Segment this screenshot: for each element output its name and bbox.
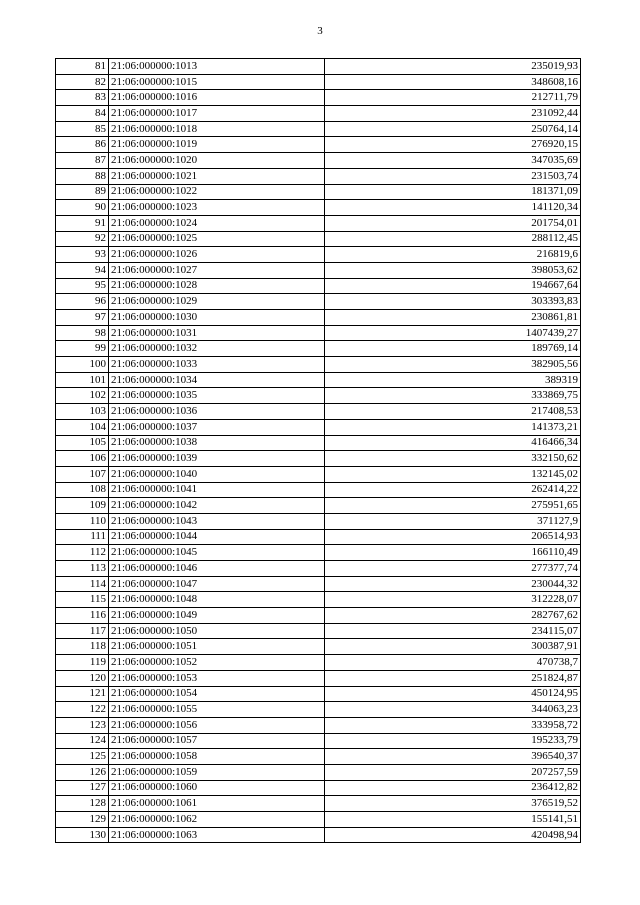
cadastral-number-cell: 21:06:000000:1049 bbox=[109, 608, 325, 624]
row-number-cell: 119 bbox=[56, 655, 109, 671]
table-row bbox=[56, 247, 581, 263]
table-body bbox=[56, 59, 581, 843]
cadastral-number-cell: 21:06:000000:1034 bbox=[109, 372, 325, 388]
table-row bbox=[56, 357, 581, 373]
cadastral-number-cell: 21:06:000000:1045 bbox=[109, 545, 325, 561]
value-cell: 282767,62 bbox=[325, 608, 581, 624]
table-row bbox=[56, 121, 581, 137]
table-row bbox=[56, 231, 581, 247]
value-cell: 276920,15 bbox=[325, 137, 581, 153]
table-row bbox=[56, 310, 581, 326]
table-row bbox=[56, 670, 581, 686]
cadastral-number-cell: 21:06:000000:1015 bbox=[109, 74, 325, 90]
cadastral-number-cell: 21:06:000000:1026 bbox=[109, 247, 325, 263]
table-row bbox=[56, 608, 581, 624]
row-number-cell: 90 bbox=[56, 200, 109, 216]
row-number-cell: 89 bbox=[56, 184, 109, 200]
cadastral-number-cell: 21:06:000000:1039 bbox=[109, 451, 325, 467]
row-number-cell: 91 bbox=[56, 215, 109, 231]
row-number-cell: 105 bbox=[56, 435, 109, 451]
table-row bbox=[56, 215, 581, 231]
table-row bbox=[56, 168, 581, 184]
value-cell: 275951,65 bbox=[325, 498, 581, 514]
table-row bbox=[56, 137, 581, 153]
value-cell: 371127,9 bbox=[325, 513, 581, 529]
value-cell: 303393,83 bbox=[325, 294, 581, 310]
table-row bbox=[56, 686, 581, 702]
value-cell: 212711,79 bbox=[325, 90, 581, 106]
row-number-cell: 110 bbox=[56, 513, 109, 529]
row-number-cell: 114 bbox=[56, 576, 109, 592]
value-cell: 348608,16 bbox=[325, 74, 581, 90]
value-cell: 420498,94 bbox=[325, 827, 581, 843]
table-row bbox=[56, 498, 581, 514]
cadastral-number-cell: 21:06:000000:1054 bbox=[109, 686, 325, 702]
table-row bbox=[56, 262, 581, 278]
value-cell: 277377,74 bbox=[325, 561, 581, 577]
row-number-cell: 121 bbox=[56, 686, 109, 702]
cadastral-number-cell: 21:06:000000:1033 bbox=[109, 357, 325, 373]
cadastral-number-cell: 21:06:000000:1055 bbox=[109, 702, 325, 718]
value-cell: 216819,6 bbox=[325, 247, 581, 263]
value-cell: 207257,59 bbox=[325, 764, 581, 780]
cadastral-number-cell: 21:06:000000:1013 bbox=[109, 59, 325, 75]
row-number-cell: 81 bbox=[56, 59, 109, 75]
row-number-cell: 127 bbox=[56, 780, 109, 796]
cadastral-number-cell: 21:06:000000:1022 bbox=[109, 184, 325, 200]
table-row bbox=[56, 749, 581, 765]
value-cell: 396540,37 bbox=[325, 749, 581, 765]
value-cell: 217408,53 bbox=[325, 404, 581, 420]
row-number-cell: 102 bbox=[56, 388, 109, 404]
cadastral-number-cell: 21:06:000000:1024 bbox=[109, 215, 325, 231]
table-row bbox=[56, 545, 581, 561]
cadastral-number-cell: 21:06:000000:1016 bbox=[109, 90, 325, 106]
row-number-cell: 86 bbox=[56, 137, 109, 153]
value-cell: 206514,93 bbox=[325, 529, 581, 545]
table-row bbox=[56, 733, 581, 749]
table-row bbox=[56, 435, 581, 451]
table-row bbox=[56, 780, 581, 796]
cadastral-number-cell: 21:06:000000:1023 bbox=[109, 200, 325, 216]
cadastral-number-cell: 21:06:000000:1046 bbox=[109, 561, 325, 577]
table-row bbox=[56, 74, 581, 90]
value-cell: 288112,45 bbox=[325, 231, 581, 247]
row-number-cell: 97 bbox=[56, 310, 109, 326]
table-row bbox=[56, 639, 581, 655]
value-cell: 250764,14 bbox=[325, 121, 581, 137]
value-cell: 262414,22 bbox=[325, 482, 581, 498]
cadastral-number-cell: 21:06:000000:1048 bbox=[109, 592, 325, 608]
table-row bbox=[56, 827, 581, 843]
value-cell: 231503,74 bbox=[325, 168, 581, 184]
row-number-cell: 85 bbox=[56, 121, 109, 137]
value-cell: 201754,01 bbox=[325, 215, 581, 231]
cadastral-number-cell: 21:06:000000:1029 bbox=[109, 294, 325, 310]
cadastral-number-cell: 21:06:000000:1019 bbox=[109, 137, 325, 153]
cadastral-number-cell: 21:06:000000:1051 bbox=[109, 639, 325, 655]
row-number-cell: 111 bbox=[56, 529, 109, 545]
cadastral-number-cell: 21:06:000000:1025 bbox=[109, 231, 325, 247]
row-number-cell: 104 bbox=[56, 419, 109, 435]
value-cell: 230044,32 bbox=[325, 576, 581, 592]
table-row bbox=[56, 153, 581, 169]
row-number-cell: 130 bbox=[56, 827, 109, 843]
cadastral-number-cell: 21:06:000000:1027 bbox=[109, 262, 325, 278]
value-cell: 333869,75 bbox=[325, 388, 581, 404]
cadastral-number-cell: 21:06:000000:1056 bbox=[109, 717, 325, 733]
value-cell: 398053,62 bbox=[325, 262, 581, 278]
row-number-cell: 124 bbox=[56, 733, 109, 749]
value-cell: 312228,07 bbox=[325, 592, 581, 608]
row-number-cell: 101 bbox=[56, 372, 109, 388]
table-row bbox=[56, 325, 581, 341]
value-cell: 230861,81 bbox=[325, 310, 581, 326]
cadastral-number-cell: 21:06:000000:1030 bbox=[109, 310, 325, 326]
cadastral-number-cell: 21:06:000000:1053 bbox=[109, 670, 325, 686]
value-cell: 181371,09 bbox=[325, 184, 581, 200]
row-number-cell: 117 bbox=[56, 623, 109, 639]
table-row bbox=[56, 529, 581, 545]
table-row bbox=[56, 419, 581, 435]
table-row bbox=[56, 513, 581, 529]
row-number-cell: 99 bbox=[56, 341, 109, 357]
value-cell: 416466,34 bbox=[325, 435, 581, 451]
cadastral-table bbox=[55, 58, 581, 843]
row-number-cell: 122 bbox=[56, 702, 109, 718]
cadastral-number-cell: 21:06:000000:1061 bbox=[109, 796, 325, 812]
row-number-cell: 123 bbox=[56, 717, 109, 733]
row-number-cell: 129 bbox=[56, 812, 109, 828]
value-cell: 344063,23 bbox=[325, 702, 581, 718]
row-number-cell: 92 bbox=[56, 231, 109, 247]
row-number-cell: 88 bbox=[56, 168, 109, 184]
table-row bbox=[56, 717, 581, 733]
table-row bbox=[56, 451, 581, 467]
cadastral-number-cell: 21:06:000000:1050 bbox=[109, 623, 325, 639]
row-number-cell: 107 bbox=[56, 466, 109, 482]
value-cell: 234115,07 bbox=[325, 623, 581, 639]
cadastral-number-cell: 21:06:000000:1060 bbox=[109, 780, 325, 796]
value-cell: 389319 bbox=[325, 372, 581, 388]
table-row bbox=[56, 561, 581, 577]
value-cell: 195233,79 bbox=[325, 733, 581, 749]
table-row bbox=[56, 372, 581, 388]
cadastral-number-cell: 21:06:000000:1041 bbox=[109, 482, 325, 498]
cadastral-number-cell: 21:06:000000:1044 bbox=[109, 529, 325, 545]
cadastral-number-cell: 21:06:000000:1062 bbox=[109, 812, 325, 828]
value-cell: 347035,69 bbox=[325, 153, 581, 169]
value-cell: 132145,02 bbox=[325, 466, 581, 482]
row-number-cell: 83 bbox=[56, 90, 109, 106]
cadastral-number-cell: 21:06:000000:1040 bbox=[109, 466, 325, 482]
value-cell: 382905,56 bbox=[325, 357, 581, 373]
row-number-cell: 108 bbox=[56, 482, 109, 498]
page-number: 3 bbox=[317, 25, 323, 37]
table-row bbox=[56, 623, 581, 639]
value-cell: 1407439,27 bbox=[325, 325, 581, 341]
value-cell: 300387,91 bbox=[325, 639, 581, 655]
row-number-cell: 87 bbox=[56, 153, 109, 169]
table-row bbox=[56, 106, 581, 122]
cadastral-number-cell: 21:06:000000:1021 bbox=[109, 168, 325, 184]
cadastral-number-cell: 21:06:000000:1031 bbox=[109, 325, 325, 341]
cadastral-number-cell: 21:06:000000:1047 bbox=[109, 576, 325, 592]
cadastral-number-cell: 21:06:000000:1018 bbox=[109, 121, 325, 137]
row-number-cell: 98 bbox=[56, 325, 109, 341]
table-row bbox=[56, 764, 581, 780]
cadastral-number-cell: 21:06:000000:1032 bbox=[109, 341, 325, 357]
row-number-cell: 128 bbox=[56, 796, 109, 812]
value-cell: 141373,21 bbox=[325, 419, 581, 435]
row-number-cell: 103 bbox=[56, 404, 109, 420]
table-row bbox=[56, 576, 581, 592]
value-cell: 251824,87 bbox=[325, 670, 581, 686]
cadastral-number-cell: 21:06:000000:1035 bbox=[109, 388, 325, 404]
value-cell: 332150,62 bbox=[325, 451, 581, 467]
table-row bbox=[56, 388, 581, 404]
table-row bbox=[56, 812, 581, 828]
table-row bbox=[56, 466, 581, 482]
cadastral-number-cell: 21:06:000000:1028 bbox=[109, 278, 325, 294]
value-cell: 450124,95 bbox=[325, 686, 581, 702]
row-number-cell: 84 bbox=[56, 106, 109, 122]
table-row bbox=[56, 404, 581, 420]
table-row bbox=[56, 90, 581, 106]
table-row bbox=[56, 655, 581, 671]
cadastral-number-cell: 21:06:000000:1043 bbox=[109, 513, 325, 529]
value-cell: 141120,34 bbox=[325, 200, 581, 216]
row-number-cell: 112 bbox=[56, 545, 109, 561]
row-number-cell: 115 bbox=[56, 592, 109, 608]
table-row bbox=[56, 592, 581, 608]
row-number-cell: 120 bbox=[56, 670, 109, 686]
cadastral-number-cell: 21:06:000000:1036 bbox=[109, 404, 325, 420]
table-row bbox=[56, 59, 581, 75]
cadastral-number-cell: 21:06:000000:1042 bbox=[109, 498, 325, 514]
table-row bbox=[56, 294, 581, 310]
table-row bbox=[56, 278, 581, 294]
table-row bbox=[56, 702, 581, 718]
table-row bbox=[56, 200, 581, 216]
value-cell: 166110,49 bbox=[325, 545, 581, 561]
row-number-cell: 95 bbox=[56, 278, 109, 294]
row-number-cell: 106 bbox=[56, 451, 109, 467]
value-cell: 155141,51 bbox=[325, 812, 581, 828]
row-number-cell: 126 bbox=[56, 764, 109, 780]
cadastral-number-cell: 21:06:000000:1058 bbox=[109, 749, 325, 765]
row-number-cell: 116 bbox=[56, 608, 109, 624]
cadastral-number-cell: 21:06:000000:1063 bbox=[109, 827, 325, 843]
row-number-cell: 113 bbox=[56, 561, 109, 577]
row-number-cell: 118 bbox=[56, 639, 109, 655]
row-number-cell: 125 bbox=[56, 749, 109, 765]
value-cell: 470738,7 bbox=[325, 655, 581, 671]
value-cell: 194667,64 bbox=[325, 278, 581, 294]
cadastral-number-cell: 21:06:000000:1017 bbox=[109, 106, 325, 122]
table-row bbox=[56, 796, 581, 812]
row-number-cell: 93 bbox=[56, 247, 109, 263]
value-cell: 236412,82 bbox=[325, 780, 581, 796]
row-number-cell: 94 bbox=[56, 262, 109, 278]
cadastral-number-cell: 21:06:000000:1020 bbox=[109, 153, 325, 169]
value-cell: 189769,14 bbox=[325, 341, 581, 357]
table-row bbox=[56, 184, 581, 200]
table-row bbox=[56, 341, 581, 357]
cadastral-number-cell: 21:06:000000:1052 bbox=[109, 655, 325, 671]
row-number-cell: 109 bbox=[56, 498, 109, 514]
table-row bbox=[56, 482, 581, 498]
cadastral-number-cell: 21:06:000000:1038 bbox=[109, 435, 325, 451]
value-cell: 333958,72 bbox=[325, 717, 581, 733]
row-number-cell: 82 bbox=[56, 74, 109, 90]
cadastral-number-cell: 21:06:000000:1059 bbox=[109, 764, 325, 780]
cadastral-number-cell: 21:06:000000:1057 bbox=[109, 733, 325, 749]
cadastral-number-cell: 21:06:000000:1037 bbox=[109, 419, 325, 435]
value-cell: 376519,52 bbox=[325, 796, 581, 812]
row-number-cell: 96 bbox=[56, 294, 109, 310]
row-number-cell: 100 bbox=[56, 357, 109, 373]
value-cell: 231092,44 bbox=[325, 106, 581, 122]
value-cell: 235019,93 bbox=[325, 59, 581, 75]
